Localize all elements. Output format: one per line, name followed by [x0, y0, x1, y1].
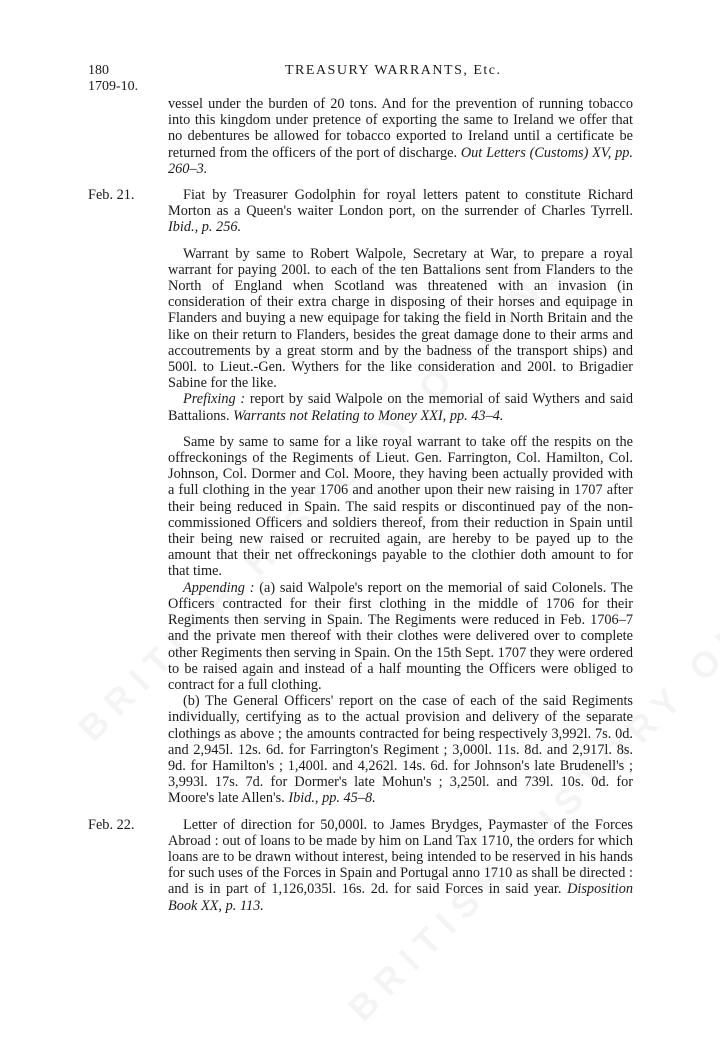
paragraph — [168, 246, 633, 392]
document-body — [88, 96, 634, 914]
entry — [168, 246, 633, 424]
lead-label: Prefixing : — [183, 391, 246, 408]
entry-date: Feb. 22. — [88, 816, 135, 833]
source-citation: Ibid., p. 256. — [168, 219, 242, 236]
paragraph-text: Letter of direction for 50,000l. to James Brydges, Paymaster of the Forces Abroad : out of loans to be made by him on Land Tax 1710, the orders for which loans are to be drawn without interest, being intended to be reserved in his hands for such uses of the Forces in Spain and Portugal anno 1710 as shall be directed : and is in part of 1,126,035l. 16s. 2d. for said Forces in said year. — [168, 816, 633, 898]
source-citation: Ibid., pp. 45–8. — [288, 790, 376, 807]
paragraph-text: (b) The General Officers' report on the case of each of the said Regiments individually, certifying as to the actual provision and delivery of the separate clothings as above ; the amounts contracted for being respectively 3,992l. 7s. 0d. and 2,945l. 12s. 6d. for Farrington's Regiment ; 3,000l. 11s. 8d. and 2,917l. 8s. 9d. for Hamilton's ; 1,400l. and 4,262l. 14s. 6d. for Johnson's late Brudenell's ; 3,993l. 17s. 7d. for Dormer's late Mohun's ; 3,250l. and 739l. 10s. 0d. for Moore's late Allen's. — [168, 693, 633, 807]
paragraph-text: (a) said Walpole's report on the memorial of said Colonels. The Officers contracted for their first clothing in the middle of 1706 for their Regiments then serving in Spain. The Regiments were reduced in Feb. 1706–7 and the private men thereof with their clothes were delivered over to complete other Regiments then serving in Spain. On the 15th Sept. 1707 they were ordered to be raised again and instead of a half mounting the Officers were obliged to contract for a full clothing. — [168, 579, 634, 693]
paragraph-text: Fiat by Treasurer Godolphin for royal letters patent to constitute Richard Morton as a Queen's waiter London port, on the surrender of Charles Tyrrell. — [168, 187, 633, 220]
paragraph — [168, 391, 633, 423]
paragraph-text: report by said Walpole on the memorial of said Wythers and said Battalions. — [168, 391, 634, 424]
paragraph — [168, 96, 633, 177]
source-citation: Out Letters (Customs) XV, pp. 260–3. — [168, 144, 633, 177]
entry — [168, 434, 633, 807]
paragraph-text: Same by same to same for a like royal warrant to take off the respits on the offreckonings of the Regiments of Lieut. Gen. Farrington, Col. Hamilton, Col. Johnson, Col. Dormer and Col. Moore, they having been actually provided with a full clothing in the year 1706 and another upon their new raising in 1707 after their being reduced in Spain. The said respits or discontinued pay of the non-commissioned Officers and soldiers thereof, from their reduction in Spain until their being new raised or recruited again, are hereby to be payed up to the amount that their net offreckonings payable to the clothier doth amount to for that time. — [168, 433, 633, 580]
paragraph — [168, 693, 633, 806]
entry — [88, 816, 633, 914]
page-number: 180 — [88, 63, 109, 78]
paragraph-text: Warrant by same to Robert Walpole, Secretary at War, to prepare a royal warrant for paying 200l. to each of the ten Battalions sent from Flanders to the North of England when Scotland was threatened with an invasion (in consideration of their extra charge in disposing of their horses and equipage in Flanders and buying a new equipage for taking the field in North Britain and the like on their return to Flanders, besides the great damage done to their arms and accoutrements by a great storm and by the badness of the transport ships) and 500l. to Lieut.-Gen. Wythers for the like consideration and 200l. to Brigadier Sabine for the like. — [168, 245, 633, 392]
paragraph — [168, 817, 633, 914]
paragraph — [168, 434, 633, 580]
year-marker: 1709-10. — [88, 79, 139, 94]
running-title: TREASURY WARRANTS, Etc. — [285, 63, 502, 78]
source-citation: Disposition Book XX, p. 113. — [168, 881, 633, 914]
lead-label: Appending : — [183, 579, 255, 596]
paragraph-text: vessel under the burden of 20 tons. And for the prevention of running tobacco into this kingdom under pretence of exporting the same to Ireland we offer that no debentures be allowed for tobacco exported to Ireland until a certificate be returned from the officers of the port of discharge. — [168, 96, 633, 161]
paragraph — [168, 187, 633, 236]
entry — [168, 96, 633, 177]
source-citation: Warrants not Relating to Money XXI, pp. 43–4. — [233, 407, 504, 424]
entry-date: Feb. 21. — [88, 187, 135, 204]
paragraph — [168, 580, 633, 693]
entry — [88, 187, 633, 236]
